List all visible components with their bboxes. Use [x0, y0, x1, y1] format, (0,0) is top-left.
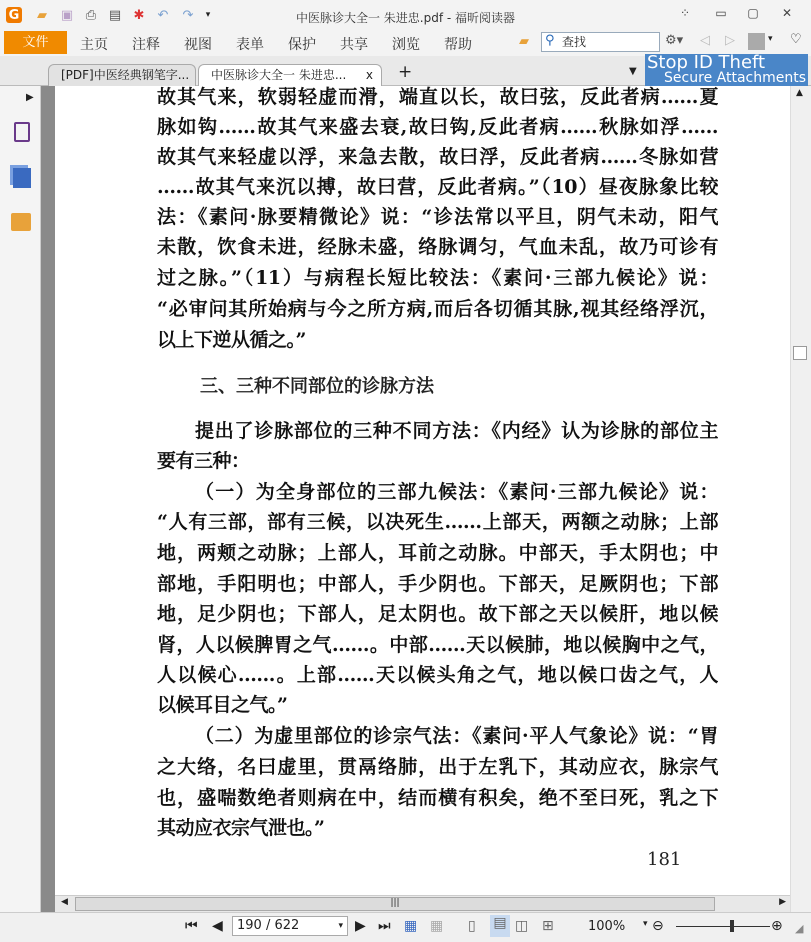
horizontal-scrollbar[interactable]	[55, 895, 790, 912]
search-icon: ⚲	[545, 33, 555, 48]
text-line: （二）为虚里部位的诊宗气法：《素问·平人气象论》说：“胃	[195, 725, 718, 747]
customize-dropdown-icon[interactable]: ▾	[205, 10, 211, 20]
gear-icon[interactable]: ⚙▾	[665, 33, 684, 48]
page-number-value: 190 / 622	[237, 918, 300, 933]
text-line: 以候耳目之气。”	[157, 694, 288, 716]
resize-grip-icon[interactable]: ◢	[795, 922, 804, 935]
tab-label: [PDF]中医经典钢笔字...	[61, 68, 190, 82]
folder-search-icon[interactable]: ▰	[519, 34, 529, 49]
pages-icon[interactable]	[13, 168, 31, 188]
zoom-in-button[interactable]: ⊕	[771, 918, 783, 934]
section-heading: 三、三种不同部位的诊脉方法	[200, 376, 434, 397]
menu-share[interactable]: 共享	[340, 37, 368, 53]
user-dropdown-icon[interactable]: ▾	[768, 34, 773, 44]
text-line: 故其气来轻虚以浮，来急去散，故曰浮，反此者病……冬脉如营	[157, 146, 718, 168]
properties-icon[interactable]: ▤	[108, 7, 122, 23]
zoom-slider-thumb[interactable]	[730, 920, 734, 932]
tab-label: 中医脉诊大全一 朱进忠...	[211, 68, 347, 82]
navigation-sidebar	[0, 86, 41, 912]
menu-protect[interactable]: 保护	[288, 37, 316, 53]
page-dropdown-icon[interactable]: ▾	[338, 921, 343, 931]
text-line: “人有三部，部有三候，以决死生……上部天，两额之动脉；上部	[157, 511, 718, 533]
fullscreen-button[interactable]: ⁘	[679, 6, 691, 20]
expand-sidebar-icon[interactable]: ▶	[26, 92, 34, 103]
ad-banner[interactable]	[645, 54, 808, 86]
zoom-slider[interactable]	[676, 926, 770, 927]
horizontal-scrollbar-thumb[interactable]: |||	[75, 897, 715, 911]
text-line: ……故其气来沉以搏，故曰营，反此者病。”（10）昼夜脉象比较	[157, 176, 718, 198]
forward-icon[interactable]: ▷	[725, 33, 735, 48]
new-tab-button[interactable]: +	[398, 62, 413, 82]
text-line: 要有三种：	[157, 450, 250, 472]
search-input[interactable]: 查找	[541, 32, 660, 52]
menu-browse[interactable]: 浏览	[392, 37, 420, 53]
text-line: “必审问其所始病与今之所方病,而后各切循其脉,视其经络浮沉，	[157, 298, 718, 320]
menu-file[interactable]: 文件	[4, 31, 67, 54]
vertical-scrollbar[interactable]	[790, 86, 811, 912]
zoom-dropdown-icon[interactable]: ▾	[643, 919, 648, 929]
next-view-icon[interactable]: ▦	[430, 918, 444, 934]
text-line: 地，足少阴也；下部人，足太阴也。故下部之天以候肝，地以候	[157, 603, 718, 625]
text-line: 其动应衣宗气泄也。”	[157, 817, 325, 839]
scroll-left-icon[interactable]: ◀	[61, 897, 68, 907]
menu-home[interactable]: 主页	[80, 37, 108, 53]
next-page-button[interactable]: ▶	[355, 918, 366, 934]
redo-icon[interactable]: ↷	[182, 7, 194, 23]
single-page-icon[interactable]: ▯	[468, 918, 476, 934]
tab-document-2[interactable]	[198, 64, 382, 86]
tab-document-1[interactable]	[48, 64, 196, 86]
maximize-button[interactable]: ▢	[747, 6, 759, 20]
close-button[interactable]: ✕	[781, 6, 793, 20]
undo-icon[interactable]: ↶	[157, 7, 169, 23]
text-line: 脉如钩……故其气来盛去衰,故曰钩,反此者病……秋脉如浮……	[157, 116, 718, 138]
close-tab-icon[interactable]: x	[365, 68, 373, 82]
text-line: 未散，饮食未进，经脉未盛，络脉调匀，气血未乱，故乃可诊有	[157, 236, 718, 258]
text-line: 故其气来，软弱轻虚而滑，端直以长，故曰弦，反此者病……夏	[157, 86, 718, 108]
zoom-out-button[interactable]: ⊖	[652, 918, 664, 934]
ad-subtitle: Secure Attachments	[664, 70, 806, 86]
page-number-input[interactable]	[232, 916, 348, 936]
previous-page-button[interactable]: ◀	[212, 918, 223, 934]
page-number: 181	[647, 849, 682, 870]
sidebar-splitter[interactable]	[41, 86, 55, 912]
print-icon[interactable]: ⎙	[85, 7, 97, 23]
menu-comment[interactable]: 注释	[132, 37, 160, 53]
back-icon[interactable]: ◁	[700, 33, 710, 48]
app-logo-icon[interactable]: G	[6, 7, 22, 23]
previous-view-icon[interactable]: ▦	[404, 918, 418, 934]
ad-title: Stop ID Theft	[647, 52, 766, 73]
new-document-icon[interactable]: ✱	[133, 7, 145, 23]
comments-icon[interactable]	[11, 213, 31, 231]
text-line: 地，两颊之动脉；上部人，耳前之动脉。中部天，手太阴也；中	[157, 542, 718, 564]
window-title: 中医脉诊大全一 朱进忠.pdf - 福昕阅读器	[295, 11, 516, 25]
text-line: 法：《素问·脉要精微论》说：“诊法常以平旦，阴气未动，阳气	[157, 206, 718, 228]
text-line: 肾，人以候脾胃之气……。中部……天以候肺，地以候胸中之气，	[157, 634, 718, 656]
first-page-button[interactable]: ⏮	[185, 918, 198, 934]
last-page-button[interactable]: ⏭	[378, 918, 391, 934]
continuous-page-icon[interactable]: ▤	[490, 915, 510, 937]
heart-icon[interactable]: ♡	[790, 32, 802, 47]
minimize-button[interactable]: ▭	[715, 6, 727, 20]
text-line: 部地，手阳明也；中部人，手少阴也。下部天，足厥阴也；下部	[157, 573, 718, 595]
text-line: （一）为全身部位的三部九候法：《素问·三部九候论》说：	[195, 481, 718, 503]
text-line: 提出了诊脉部位的三种不同方法：《内经》认为诊脉的部位主	[195, 420, 718, 442]
facing-pages-icon[interactable]: ◫	[515, 918, 529, 934]
avatar[interactable]	[748, 33, 765, 50]
scroll-right-icon[interactable]: ▶	[779, 897, 786, 907]
zoom-level[interactable]: 100%	[588, 919, 626, 934]
menu-form[interactable]: 表单	[236, 37, 264, 53]
open-folder-icon[interactable]: ▰	[37, 7, 47, 23]
text-line: 之大络，名曰虚里，贯鬲络肺，出于左乳下，其动应衣，脉宗气	[157, 756, 718, 778]
tab-list-dropdown-icon[interactable]: ▼	[629, 66, 637, 77]
text-line: 人以候心……。上部……天以候头角之气，地以候口齿之气，人	[157, 664, 718, 686]
menu-view[interactable]: 视图	[184, 37, 212, 53]
bookmarks-icon[interactable]	[14, 122, 30, 142]
scrollbar-thumb[interactable]	[793, 346, 807, 360]
scroll-up-icon[interactable]: ▲	[796, 88, 803, 98]
text-line: 也，盛喘数绝者则病在中，结而横有积矣，绝不至曰死，乳之下	[157, 787, 718, 809]
save-icon[interactable]: ▣	[60, 7, 74, 23]
menu-help[interactable]: 帮助	[444, 37, 472, 53]
text-line: 过之脉。”（11）与病程长短比较法：《素问·三部九候论》说：	[157, 267, 718, 289]
text-line: 以上下逆从循之。”	[157, 329, 306, 351]
continuous-facing-icon[interactable]: ⊞	[542, 918, 554, 934]
